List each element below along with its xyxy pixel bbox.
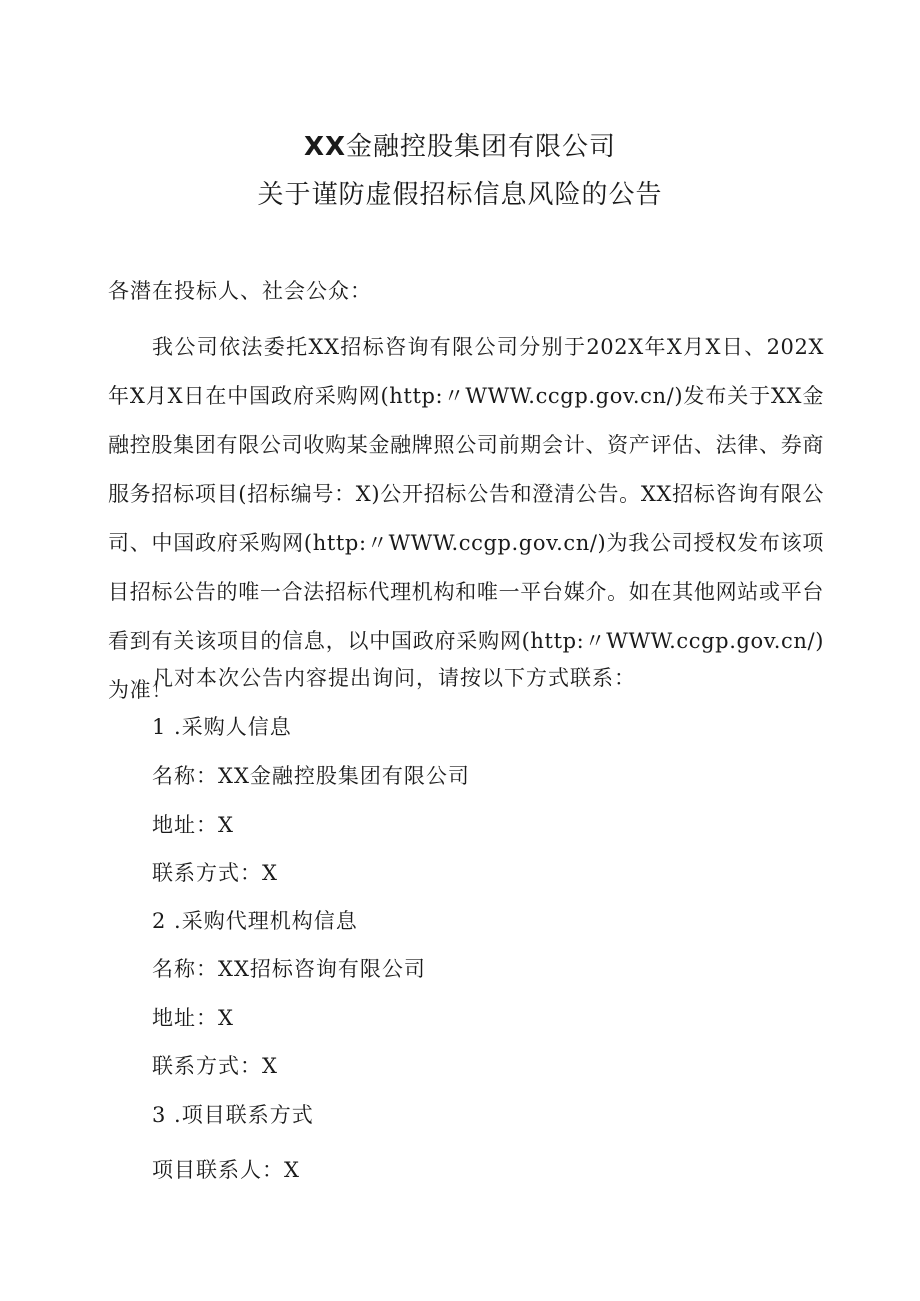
agency-name: 名称：XX招标咨询有限公司: [152, 957, 426, 981]
document-title-line-2: 关于谨防虚假招标信息风险的公告: [257, 180, 663, 210]
body-paragraph: 我公司依法委托XX招标咨询有限公司分别于202X年X月X日、202X年X月X日在中国政府采购网(http:〃WWW.ccgp.gov.cn/)发布关于XX金融控股集团有限公司收购某金融牌照公司前期会计、资产评估、法律、券商服务招标项目(招标编号：X)公开招标公告和澄清公告。XX招标咨询有限公司、中国政府采购网(http:〃WWW.ccgp.gov.cn/)为我公司授权发布该项目招标公告的唯一合法招标代理机构和唯一平台媒介。如在其他网站或平台看到有关该项目的信息，以中国政府采购网(http:〃WWW.ccgp.gov.cn/)为准！: [108, 335, 824, 702]
contact-intro: 凡对本次公告内容提出询问，请按以下方式联系：: [152, 666, 636, 690]
title-company: 金融控股集团有限公司: [346, 132, 617, 162]
title-prefix: XX: [303, 132, 347, 162]
project-contact-person: 项目联系人：X: [152, 1158, 300, 1182]
salutation: 各潜在投标人、社会公众：: [108, 279, 372, 303]
section-1-heading: 1 .采购人信息: [152, 715, 292, 739]
purchaser-name: 名称：XX金融控股集团有限公司: [152, 764, 470, 788]
document-title-line-1: [0, 126, 920, 163]
agency-contact: 联系方式：X: [152, 1054, 278, 1078]
section-3-heading: 3 .项目联系方式: [152, 1103, 314, 1127]
agency-address: 地址：X: [152, 1006, 234, 1030]
section-2-heading: 2 .采购代理机构信息: [152, 909, 358, 933]
purchaser-contact: 联系方式：X: [152, 861, 278, 885]
purchaser-address: 地址：X: [152, 813, 234, 837]
